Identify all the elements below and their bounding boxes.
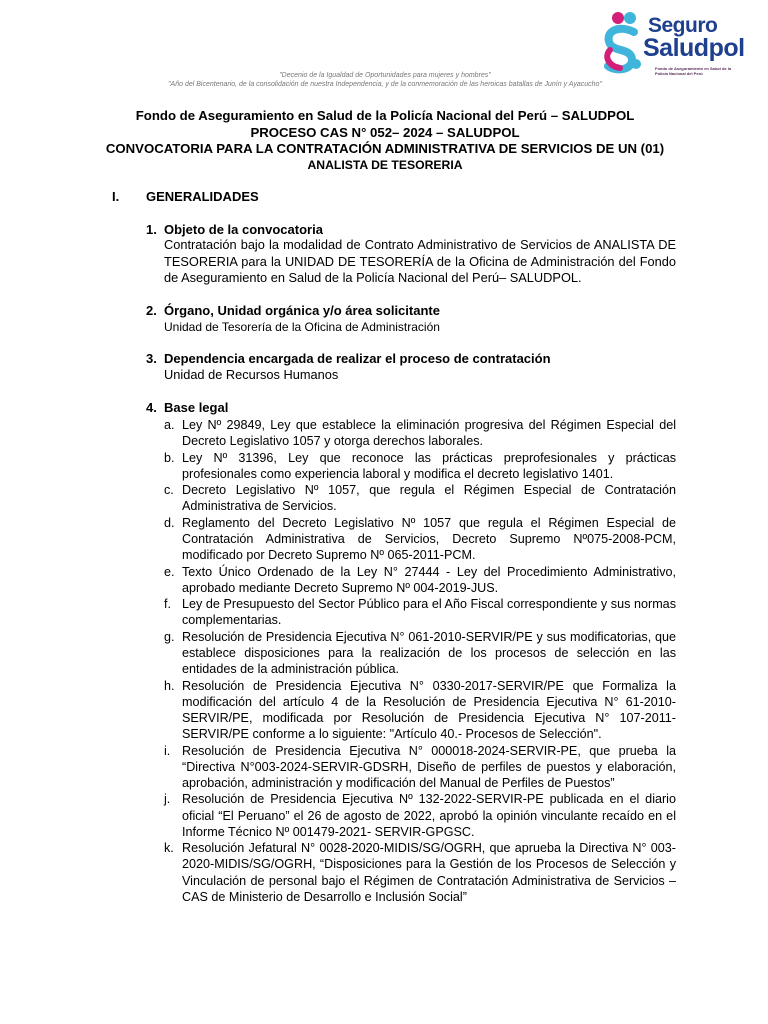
item-3-text: Unidad de Recursos Humanos (164, 367, 339, 382)
header-title-line-3: CONVOCATORIA PARA LA CONTRATACIÓN ADMINISTRATIVA DE SERVICIOS DE UN (01) (105, 141, 665, 156)
legal-item-j (164, 791, 676, 840)
legal-text: Texto Único Ordenado de la Ley N° 27444 - Ley del Procedimiento Administrativo, aprobado mediante Decreto Supremo Nº 004-2019-JUS. (182, 564, 676, 595)
legal-text: Ley Nº 31396, Ley que reconoce las prácticas preprofesionales y prácticas profesionales como experiencia laboral y modifica el decreto legislativo 1401. (182, 450, 676, 481)
decenio-line-1: "Decenio de la Igualdad de Oportunidades para mujeres y hombres" (279, 72, 491, 79)
section-title: GENERALIDADES (146, 189, 259, 204)
legal-marker: a. (164, 418, 175, 432)
item-1-number: 1. (146, 222, 157, 237)
decenio-line-2: "Año del Bicentenario, de la consolidación de nuestra Independencia, y de la conmemoración de las heroicas batallas de Junín y Ayacucho" (168, 81, 602, 88)
legal-text: Resolución de Presidencia Ejecutiva N° 000018-2024-SERVIR-PE, que prueba la “Directiva N°003-2024-SERVIR-GDSRH, Diseño de perfiles de puestos y elaboración, aprobación, administración y modificación del Manual de Perfiles de Puestos” (182, 743, 676, 790)
legal-marker: b. (164, 450, 175, 465)
legal-item-d (164, 515, 676, 564)
legal-text: Ley de Presupuesto del Sector Público para el Año Fiscal correspondiente y sus normas complementarias. (182, 597, 676, 628)
legal-text: Reglamento del Decreto Legislativo Nº 1057 que regula el Régimen Especial de Contratación Administrativa de Servicios, Decreto Supremo Nº075-2008-PCM, modificado por Decreto Supremo Nº 065-2011-PCM. (182, 515, 676, 563)
legal-text: Resolución Jefatural N° 0028-2020-MIDIS/SG/OGRH, que aprueba la Directiva N° 003-2020-MIDIS/SG/OGRH, “Disposiciones para la Gestión de los Procesos de Selección y Vinculación de personal bajo el Régimen de Contratación Administrativa de Servicios – CAS de Ministerio de Desarrollo e Inclusión Social” (182, 841, 676, 904)
legal-item-k (164, 840, 676, 905)
legal-marker: g. (164, 629, 175, 644)
base-legal-list (164, 417, 676, 905)
section-number: I. (112, 189, 120, 204)
legal-text: Decreto Legislativo Nº 1057, que regula el Régimen Especial de Contratación Administrativa de Servicios. (182, 483, 676, 514)
header-title-line-2: PROCESO CAS N° 052– 2024 – SALUDPOL (250, 125, 520, 140)
item-2-text: Unidad de Tesorería de la Oficina de Administración (164, 320, 440, 334)
legal-text: Resolución de Presidencia Ejecutiva Nº 132-2022-SERVIR-PE publicada en el diario oficial “El Peruano” el 26 de agosto de 2022, aprobó la opinión vinculante recaído en el Informe Técnico Nº 001479-2021- SERVIR-GPGSC. (182, 792, 676, 839)
logo-tagline: Fondo de Aseguramiento en Salud de la Policía Nacional del Perú (655, 66, 732, 76)
header-title-line-4: ANALISTA DE TESORERIA (307, 158, 463, 172)
legal-item-c (164, 482, 676, 514)
legal-marker: d. (164, 515, 175, 530)
legal-text: Ley Nº 29849, Ley que establece la eliminación progresiva del Régimen Especial del Decreto Legislativo 1057 y otorga derechos laborales. (182, 418, 676, 449)
item-1-title: Objeto de la convocatoria (164, 222, 323, 237)
legal-marker: e. (164, 564, 175, 579)
item-2-title: Órgano, Unidad orgánica y/o área solicitante (164, 303, 440, 318)
saludpol-emblem-icon (600, 10, 644, 80)
legal-item-f (164, 596, 676, 628)
legal-item-g (164, 629, 676, 678)
legal-marker: c. (164, 483, 174, 498)
legal-text: Resolución de Presidencia Ejecutiva N° 061-2010-SERVIR/PE y sus modificatorias, que establece disposiciones para la realización de los procesos de selección en las entidades de la administración pública. (182, 629, 676, 677)
item-1-text: Contratación bajo la modalidad de Contrato Administrativo de Servicios de ANALISTA DE TESORERIA para la UNIDAD DE TESORERÍA de la Oficina de Administración del Fondo de Aseguramiento en Salud de la Policía Nacional del Perú– SALUDPOL. (164, 237, 676, 285)
legal-marker: j. (164, 792, 171, 807)
legal-marker: i. (164, 743, 171, 758)
legal-item-b (164, 450, 676, 482)
item-3-number: 3. (146, 351, 157, 366)
legal-marker: f. (164, 597, 171, 612)
legal-item-h (164, 678, 676, 743)
logo-wordmark-saludpol: Saludpol (643, 34, 745, 62)
legal-marker: h. (164, 678, 175, 693)
item-4-number: 4. (146, 400, 157, 415)
header-title-line-1: Fondo de Aseguramiento en Salud de la Policía Nacional del Perú – SALUDPOL (135, 108, 635, 123)
legal-marker: k. (164, 841, 174, 856)
legal-item-a (164, 417, 676, 449)
logo-wordmark-seguro: Seguro (648, 14, 718, 37)
item-3-title: Dependencia encargada de realizar el proceso de contratación (164, 351, 551, 366)
legal-text: Resolución de Presidencia Ejecutiva N° 0330-2017-SERVIR/PE que Formaliza la modificación del artículo 4 de la Resolución de Presidencia Ejecutiva N° 61-2010-SERVIR/PE, modificada por Resolución de Presidencia Ejecutiva N° 107-2011-SERVIR/PE conforme a lo siguiente: "Artículo 40.- Procesos de Selección". (182, 678, 676, 742)
saludpol-logo (600, 10, 750, 82)
legal-item-e (164, 564, 676, 596)
item-2-number: 2. (146, 303, 157, 318)
item-4-title: Base legal (164, 400, 229, 415)
legal-item-i (164, 743, 676, 792)
